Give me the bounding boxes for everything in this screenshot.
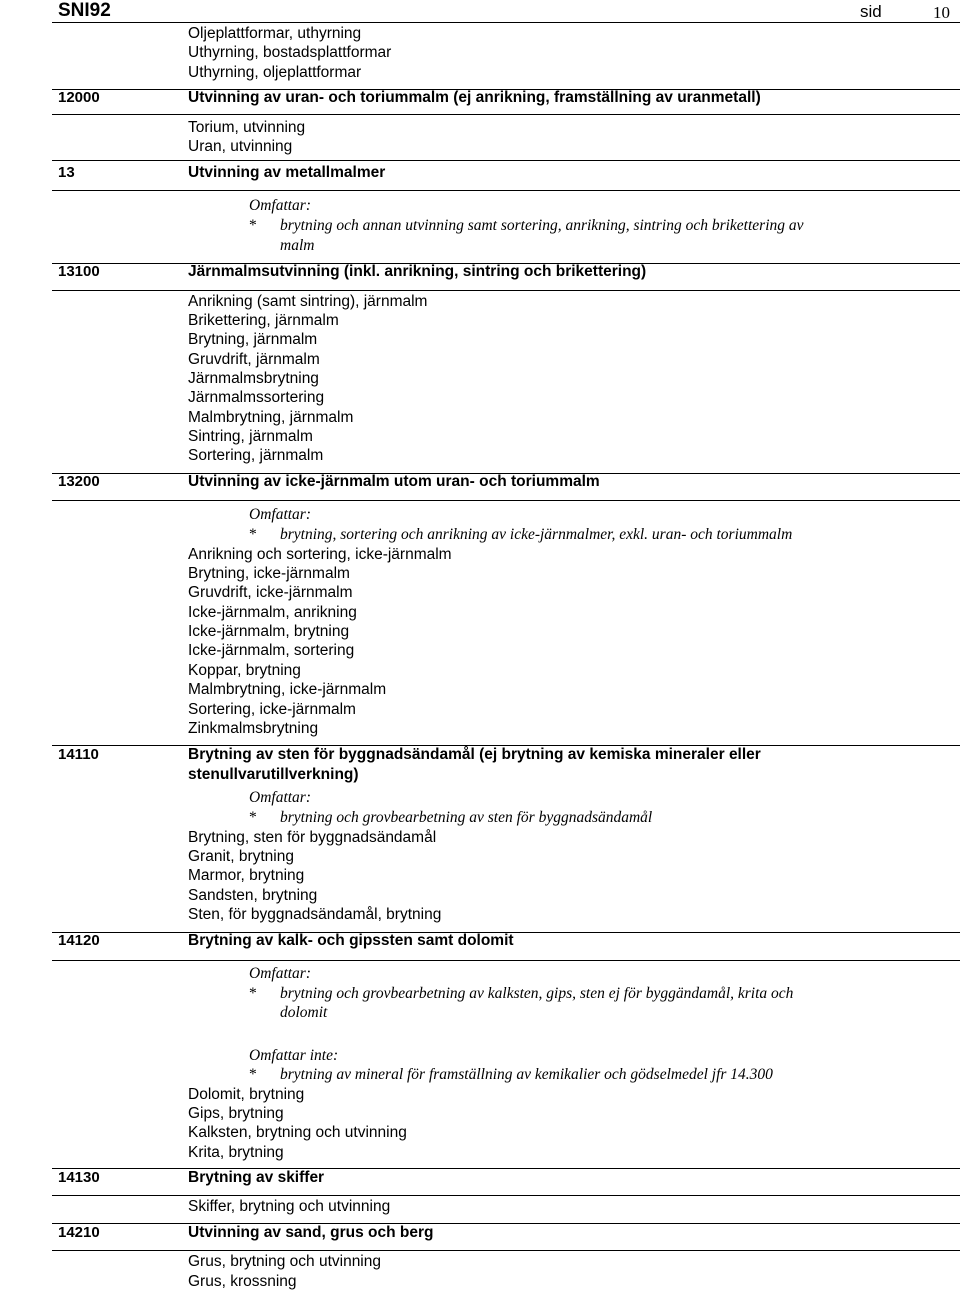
page-number: 10: [933, 3, 950, 22]
keyword-item: Skiffer, brytning och utvinning: [188, 1198, 391, 1215]
entry-heading: Utvinning av uran- och toriummalm (ej anrikning, framställning av uranmetall): [188, 89, 761, 106]
entry-code: 13100: [58, 263, 100, 280]
keyword-item: Icke-järnmalm, sortering: [188, 642, 355, 659]
keyword-item: Oljeplattformar, uthyrning: [188, 25, 362, 42]
entry-code: 12000: [58, 89, 100, 106]
keyword-item: Dolomit, brytning: [188, 1086, 305, 1103]
entry-code: 14110: [58, 746, 99, 763]
keyword-item: Sintring, järnmalm: [188, 428, 313, 445]
entry-heading: Järnmalmsutvinning (inkl. anrikning, sintring och brikettering): [188, 263, 647, 280]
asterisk-bullet: *: [249, 985, 257, 1002]
entry-heading: Brytning av kalk- och gipssten samt dolomit: [188, 932, 514, 949]
keyword-item: Gips, brytning: [188, 1105, 284, 1122]
keyword-item: Koppar, brytning: [188, 662, 301, 679]
keyword-item: Sortering, järnmalm: [188, 447, 324, 464]
entry-code: 14210: [58, 1224, 100, 1241]
keyword-item: Järnmalmsbrytning: [188, 370, 319, 387]
row-divider: [52, 290, 960, 291]
keyword-item: Anrikning (samt sintring), järnmalm: [188, 293, 428, 310]
entry-code: 13: [58, 164, 75, 181]
keyword-item: Icke-järnmalm, anrikning: [188, 604, 357, 621]
entry-heading: Brytning av skiffer: [188, 1169, 325, 1186]
asterisk-bullet: *: [249, 217, 257, 234]
keyword-item: Malmbrytning, järnmalm: [188, 409, 354, 426]
keyword-item: Sten, för byggnadsändamål, brytning: [188, 906, 442, 923]
entry-code: 14120: [58, 932, 100, 949]
keyword-item: Uthyrning, oljeplattformar: [188, 64, 362, 81]
keyword-item: Krita, brytning: [188, 1144, 284, 1161]
keyword-item: Gruvdrift, icke-järnmalm: [188, 584, 353, 601]
keyword-item: Grus, krossning: [188, 1273, 297, 1290]
row-divider: [52, 22, 960, 23]
keyword-item: Icke-järnmalm, brytning: [188, 623, 350, 640]
asterisk-bullet: *: [249, 809, 257, 826]
keyword-item: Kalksten, brytning och utvinning: [188, 1124, 407, 1141]
entry-code: 14130: [58, 1169, 100, 1186]
keyword-item: Torium, utvinning: [188, 119, 306, 136]
keyword-item: Malmbrytning, icke-järnmalm: [188, 681, 387, 698]
keyword-item: Anrikning och sortering, icke-järnmalm: [188, 546, 452, 563]
keyword-item: Sandsten, brytning: [188, 887, 318, 904]
scope-note-text-continued: malm: [280, 237, 315, 254]
scope-note-heading: Omfattar inte:: [249, 1047, 339, 1064]
row-divider: [52, 114, 960, 115]
row-divider: [52, 160, 960, 161]
row-divider: [52, 960, 960, 961]
entry-heading: Utvinning av sand, grus och berg: [188, 1224, 434, 1241]
scope-note-heading: Omfattar:: [249, 197, 311, 214]
keyword-item: Uthyrning, bostadsplattformar: [188, 44, 392, 61]
row-divider: [52, 1250, 960, 1251]
entry-heading-continued: stenullvarutillverkning): [188, 766, 359, 783]
scope-note-heading: Omfattar:: [249, 965, 311, 982]
keyword-item: Järnmalmssortering: [188, 389, 325, 406]
keyword-item: Sortering, icke-järnmalm: [188, 701, 356, 718]
entry-heading: Utvinning av metallmalmer: [188, 164, 386, 181]
keyword-item: Gruvdrift, järnmalm: [188, 351, 320, 368]
row-divider: [52, 190, 960, 191]
document-code: SNI92: [58, 0, 111, 21]
keyword-item: Brytning, sten för byggnadsändamål: [188, 829, 437, 846]
keyword-item: Zinkmalmsbrytning: [188, 720, 319, 737]
scope-note-heading: Omfattar:: [249, 789, 311, 806]
scope-note-text: brytning och grovbearbetning av kalksten, gips, sten ej för byggändamål, krita och: [280, 985, 794, 1002]
scope-note-heading: Omfattar:: [249, 506, 311, 523]
keyword-item: Brikettering, järnmalm: [188, 312, 339, 329]
entry-heading: Brytning av sten för byggnadsändamål (ej brytning av kemiska mineraler eller: [188, 746, 761, 763]
keyword-item: Marmor, brytning: [188, 867, 305, 884]
entry-heading: Utvinning av icke-järnmalm utom uran- och toriummalm: [188, 473, 600, 490]
scope-note-text: brytning, sortering och anrikning av icke-järnmalmer, exkl. uran- och toriummalm: [280, 526, 793, 543]
asterisk-bullet: *: [249, 526, 257, 543]
row-divider: [52, 1195, 960, 1196]
keyword-item: Brytning, järnmalm: [188, 331, 318, 348]
keyword-item: Grus, brytning och utvinning: [188, 1253, 381, 1270]
scope-note-text-continued: dolomit: [280, 1004, 328, 1021]
keyword-item: Granit, brytning: [188, 848, 294, 865]
scope-note-text: brytning och annan utvinning samt sortering, anrikning, sintring och brikettering av: [280, 217, 804, 234]
scope-note-text: brytning och grovbearbetning av sten för byggnadsändamål: [280, 809, 653, 826]
page-label: sid: [860, 2, 882, 21]
keyword-item: Brytning, icke-järnmalm: [188, 565, 350, 582]
entry-code: 13200: [58, 473, 100, 490]
keyword-item: Uran, utvinning: [188, 138, 293, 155]
scope-note-text: brytning av mineral för framställning av kemikalier och gödselmedel jfr 14.300: [280, 1066, 773, 1083]
row-divider: [52, 500, 960, 501]
asterisk-bullet: *: [249, 1066, 257, 1083]
